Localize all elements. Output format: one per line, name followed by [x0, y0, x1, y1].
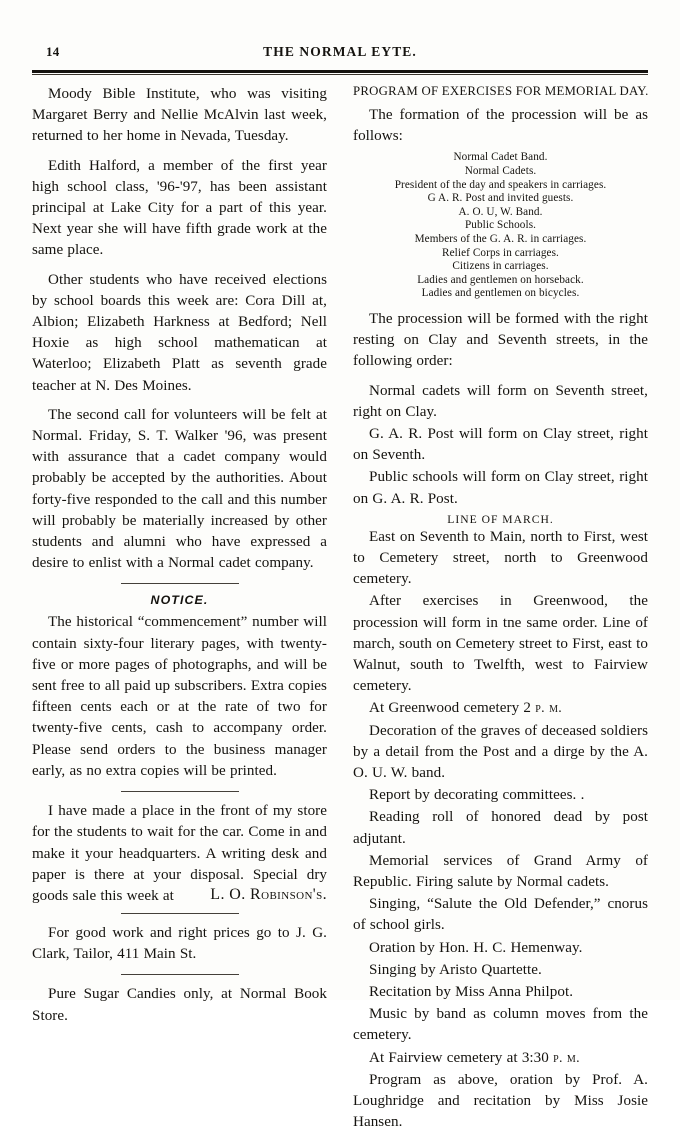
header-rule — [32, 70, 648, 75]
procession-line: Normal Cadet Band. — [453, 151, 548, 164]
publication-title: THE NORMAL EYTE. — [263, 44, 417, 59]
program-item: Decoration of the graves of deceased soldiers by a detail from the Post and a dirge by the A. O. U. W. band. — [353, 722, 648, 781]
program-item: Oration by Hon. H. C. Hemenway. — [369, 939, 583, 956]
section-divider — [121, 583, 239, 584]
program-item: Music by band as column moves from the cemetery. — [353, 1006, 648, 1044]
program-item: Reading roll of honored dead by post adjutant. — [353, 809, 648, 847]
program-intro: The formation of the procession will be as follows: — [353, 107, 648, 145]
program-item: At Fairview cemetery at 3:30 p. m. — [369, 1049, 580, 1066]
program-item: Recitation by Miss Anna Philpot. — [369, 984, 574, 1001]
right-column — [353, 84, 649, 1131]
notice-heading: NOTICE. — [150, 593, 209, 608]
time-meridiem: p. m. — [535, 701, 563, 717]
notice-body: The historical “commencement” number will contain sixty-four literary pages, with twenty-five or more pages of photographs, and will be sent free to all paid up subscribers. Extra copies fifteen cents each or at the rate of two for twenty-five cents, cash to accompany order. Please send orders to the business manager early, as no extra copies will be printed. — [32, 614, 327, 779]
procession-line: A. O. U, W. Band. — [458, 205, 543, 218]
march-paragraph: After exercises in Greenwood, the procession will form in tne same order. Line of march, south on Cemetery street to First, east to Walnut, south to Twelfth, west to Fairview cemetery. — [353, 593, 648, 695]
news-paragraph: Other students who have received elections by school boards this week are: Cora Dill at, Albion; Elizabeth Harkness at Bedford; Nell Hoxie as high school mathematican at Waterloo; Elizabeth Platt as seventh grade teacher at N. Des Moines. — [32, 271, 327, 394]
procession-line: Relief Corps in carriages. — [442, 246, 559, 259]
news-paragraph: The second call for volunteers will be felt at Normal. Friday, S. T. Walker '96, was present with assurance that a cadet company would probably be accepted by the authorities. About forty-five responded to the call and this number will probably be materially increased by other students and alumni who have expressed a desire to enlist with a Normal cadet company. — [32, 406, 327, 572]
time-meridiem: p. m. — [553, 1050, 580, 1066]
program-heading: PROGRAM OF EXERCISES FOR MEMORIAL DAY. — [353, 84, 649, 98]
advertisement-robinson-signature: L. O. Robinson's. — [210, 885, 327, 903]
news-paragraph: Moody Bible Institute, who was visiting Margaret Berry and Nellie McAlvin last week, returned to her home in Nevada, Tuesday. — [32, 86, 327, 145]
formation-paragraph: Public schools will form on Clay street, right on G. A. R. Post. — [353, 469, 648, 507]
procession-line: G A. R. Post and invited guests. — [427, 192, 574, 205]
program-item: Singing, “Salute the Old Defender,” cnorus of school girls. — [353, 896, 648, 934]
header-rule-thick — [32, 70, 648, 73]
program-item: Report by decorating committees. . — [369, 787, 585, 804]
formation-paragraph: The procession will be formed with the right resting on Clay and Seventh streets, in the following order: — [353, 310, 648, 370]
program-item: Memorial services of Grand Army of Republic. Firing salute by Normal cadets. — [353, 852, 648, 891]
procession-line: President of the day and speakers in carriages. — [394, 178, 607, 191]
procession-line: Citizens in carriages. — [452, 260, 549, 273]
program-item: Program as above, oration by Prof. A. Loughridge and recitation by Miss Josie Hansen. — [353, 1071, 648, 1131]
program-item: At Greenwood cemetery 2 p. m. — [369, 700, 563, 717]
procession-line: Ladies and gentlemen on horseback. — [417, 273, 584, 286]
header-rule-thin — [32, 74, 648, 75]
formation-paragraph: Normal cadets will form on Seventh street, right on Clay. — [353, 382, 648, 420]
page-number: 14 — [46, 44, 60, 59]
procession-line: Members of the G. A. R. in carriages. — [414, 232, 587, 245]
section-divider — [121, 791, 239, 792]
program-item: Singing by Aristo Quartette. — [369, 961, 542, 978]
advertisement-clark: For good work and right prices go to J. G. Clark, Tailor, 411 Main St. — [32, 924, 327, 963]
news-paragraph: Edith Halford, a member of the first year high school class, '96-'97, has been assistant principal at Lake City for a part of this year. Next year she will have fifth grade work at the same place. — [32, 157, 327, 259]
section-divider — [121, 974, 239, 975]
column-container — [32, 84, 649, 1131]
advertisement-candy: Pure Sugar Candies only, at Normal Book Store. — [32, 986, 327, 1024]
running-head — [38, 44, 642, 64]
procession-line: Ladies and gentlemen on bicycles. — [421, 287, 580, 300]
formation-paragraph: G. A. R. Post will form on Clay street, right on Seventh. — [353, 425, 648, 464]
advertisement-robinson-body: I have made a place in the front of my store for the students to wait for the car. Come in and make it your headquarters. A writing desk and paper is there at your disposal. Special dry goods sale this week at — [32, 803, 327, 904]
march-paragraph: East on Seventh to Main, north to First, west to Cemetery street, north to Greenwood cemetery. — [353, 528, 648, 588]
procession-order-list — [353, 151, 648, 301]
procession-line: Normal Cadets. — [464, 165, 537, 177]
section-divider — [121, 913, 239, 914]
left-column — [32, 84, 327, 1024]
line-of-march-heading: LINE OF MARCH. — [447, 512, 554, 526]
procession-line: Public Schools. — [464, 219, 537, 232]
